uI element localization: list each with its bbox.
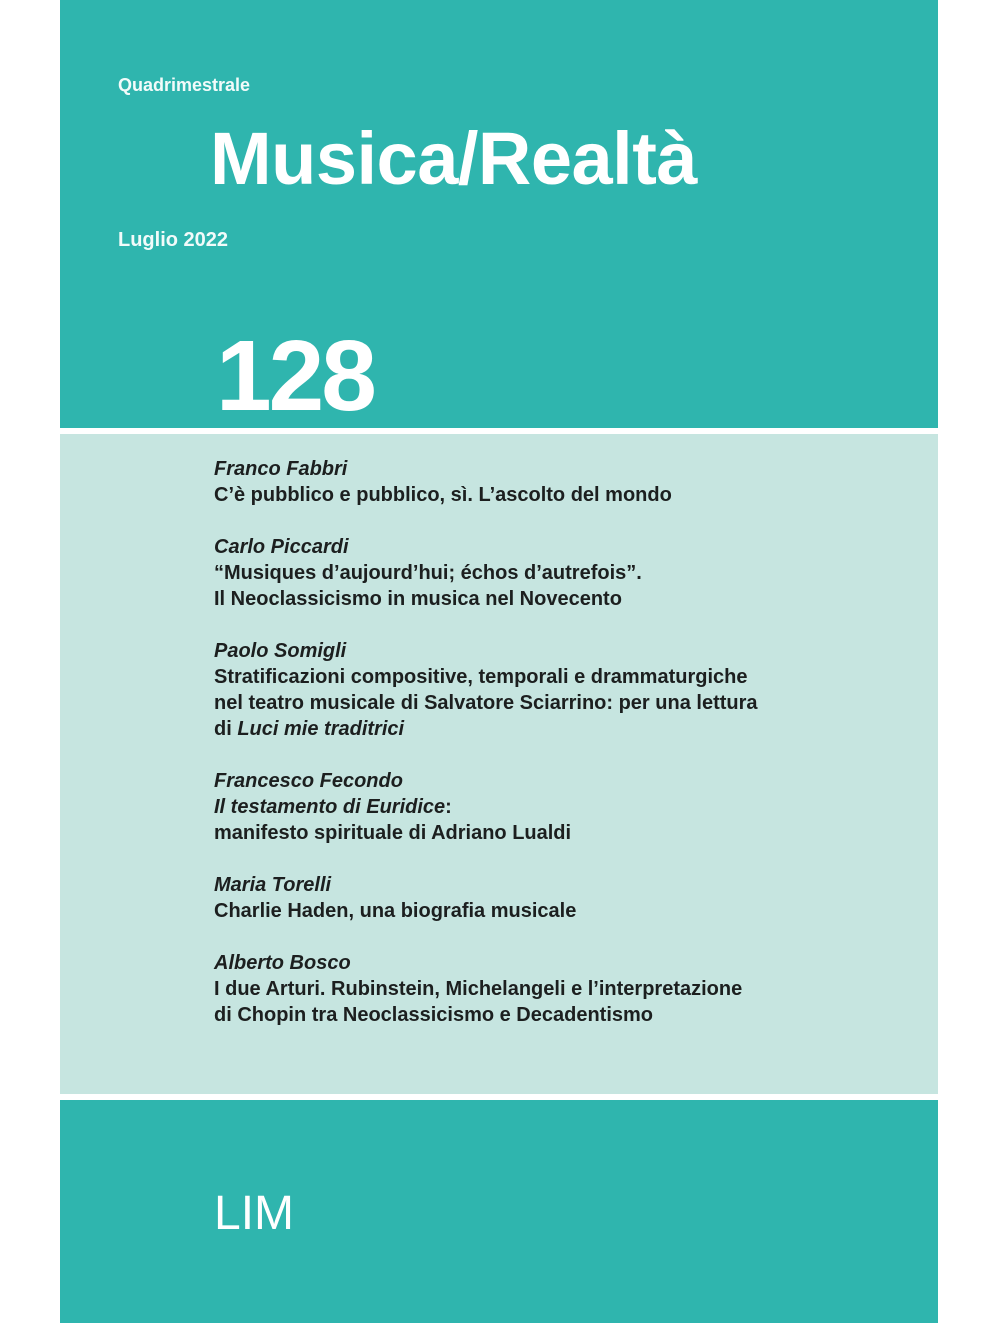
title-segment: I due Arturi. Rubinstein, Michelangeli e l’interpretazione [214, 978, 743, 1000]
periodicity-label: Quadrimestrale [118, 75, 251, 95]
article-title-line [214, 664, 914, 690]
journal-title: Musica/Realtà [210, 117, 698, 200]
article-entry [214, 872, 914, 924]
cover-footer [60, 1100, 938, 1323]
title-segment: “Musiques d’aujourd’hui; échos d’autrefois”. [214, 562, 642, 584]
title-segment: di [214, 718, 238, 740]
article-title-line [214, 690, 914, 716]
cover-header [60, 0, 938, 432]
article-title-line [214, 586, 914, 612]
article-title-line [214, 716, 914, 742]
title-segment: Charlie Haden, una biografia musicale [214, 900, 577, 922]
article-title-line [214, 482, 914, 508]
article-title-line [214, 820, 914, 846]
journal-cover [60, 0, 938, 1323]
article-entry [214, 638, 914, 742]
title-segment: Il Neoclassicismo in musica nel Novecento [214, 588, 622, 610]
article-entry [214, 456, 914, 508]
article-title-line [214, 794, 914, 820]
article-title-line [214, 560, 914, 586]
article-author: Paolo Somigli [214, 640, 347, 662]
article-list [214, 456, 914, 1054]
publisher-name: LIM [214, 1187, 295, 1240]
title-segment: Stratificazioni compositive, temporali e drammaturgiche [214, 666, 748, 688]
title-segment: C’è pubblico e pubblico, sì. L’ascolto del mondo [214, 484, 672, 506]
title-segment: : [445, 796, 452, 818]
article-author: Carlo Piccardi [214, 536, 349, 558]
article-entry [214, 950, 914, 1028]
title-segment: nel teatro musicale di Salvatore Sciarrino: per una lettura [214, 692, 758, 714]
title-segment: Il testamento di Euridice [214, 796, 446, 818]
article-author: Alberto Bosco [214, 952, 351, 974]
article-title-line [214, 1002, 914, 1028]
article-entry [214, 534, 914, 612]
article-author: Francesco Fecondo [214, 770, 403, 792]
title-segment: di Chopin tra Neoclassicismo e Decadentismo [214, 1004, 654, 1026]
issue-date: Luglio 2022 [118, 229, 229, 251]
issue-number: 128 [216, 320, 374, 432]
article-author: Franco Fabbri [214, 458, 348, 480]
article-entry [214, 768, 914, 846]
article-title-line [214, 976, 914, 1002]
title-segment: Luci mie traditrici [237, 718, 405, 740]
title-segment: manifesto spirituale di Adriano Lualdi [214, 822, 572, 844]
article-title-line [214, 898, 914, 924]
table-of-contents [60, 434, 938, 1094]
article-author: Maria Torelli [214, 874, 332, 896]
